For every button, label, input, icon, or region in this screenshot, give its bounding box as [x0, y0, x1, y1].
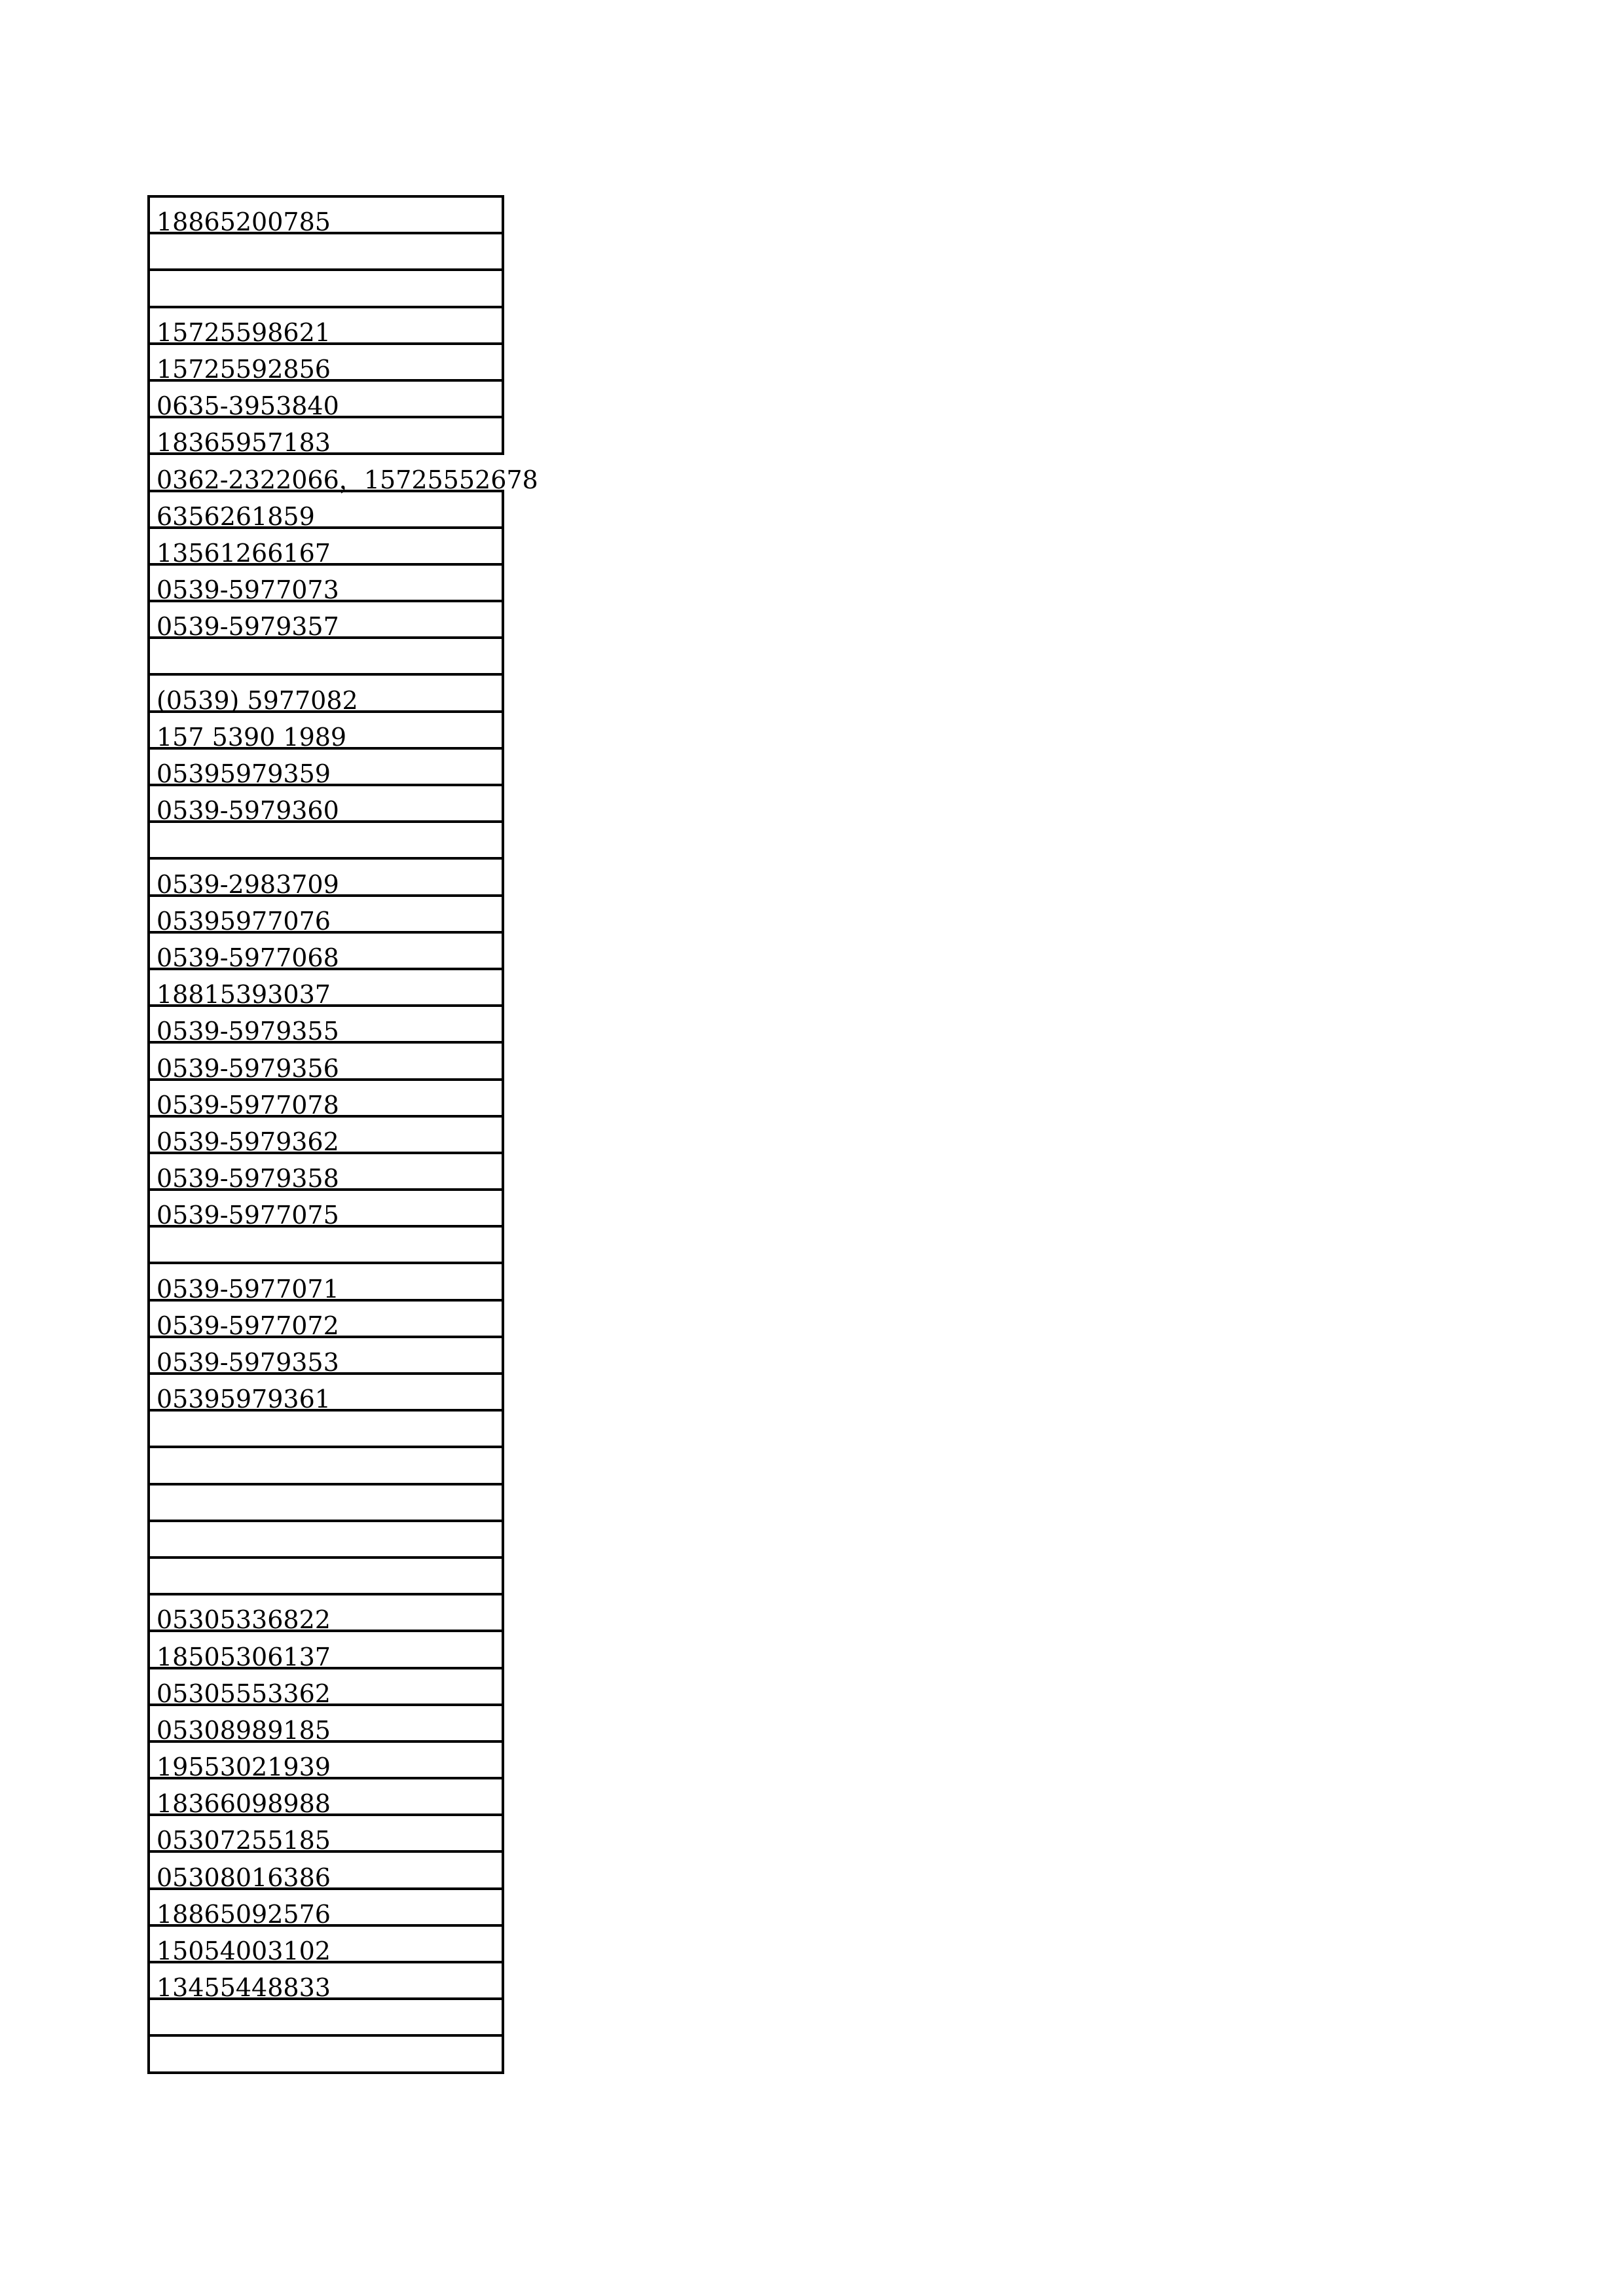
phone-cell[interactable]	[149, 1116, 503, 1156]
table-row	[149, 380, 503, 417]
table-row	[149, 1925, 503, 1962]
table-row	[149, 2035, 503, 2072]
phone-cell[interactable]	[149, 969, 503, 1010]
table-row	[149, 1999, 503, 2035]
phone-cell[interactable]	[149, 1042, 503, 1083]
phone-number-text: 18505306137	[157, 1642, 331, 1671]
phone-cell[interactable]	[149, 1962, 503, 2003]
phone-cell[interactable]	[149, 1741, 503, 1782]
phone-cell[interactable]	[149, 1153, 503, 1194]
phone-cell[interactable]	[149, 1300, 503, 1340]
phone-cell[interactable]	[149, 491, 503, 531]
phone-cell[interactable]	[149, 932, 503, 972]
phone-cell[interactable]	[149, 674, 503, 715]
phone-number-text: 157 5390 1989	[157, 722, 347, 752]
table-row	[149, 1705, 503, 1741]
table-row	[149, 969, 503, 1006]
phone-number-text: 0362-2322066，15725552678	[157, 465, 538, 494]
phone-cell[interactable]	[149, 1631, 503, 1671]
phone-number-text: 0539-5977068	[157, 943, 339, 972]
phone-number-text: 0539-5979357	[157, 612, 339, 642]
phone-number-rows	[149, 196, 538, 2073]
table-row	[149, 1815, 503, 1851]
phone-number-text: 6356261859	[157, 501, 315, 531]
phone-cell[interactable]	[149, 564, 503, 605]
table-row	[149, 1594, 503, 1631]
phone-cell[interactable]	[149, 1484, 503, 1521]
table-row	[149, 1006, 503, 1042]
phone-number-text: 13455448833	[157, 1973, 331, 2003]
phone-cell[interactable]	[149, 454, 538, 494]
phone-cell[interactable]	[149, 196, 503, 237]
table-row	[149, 454, 503, 490]
table-row	[149, 1558, 503, 1594]
phone-number-text: 18815393037	[157, 980, 331, 1010]
table-row	[149, 1263, 503, 1300]
table-row	[149, 1190, 503, 1226]
table-row	[149, 1521, 503, 1558]
table-row	[149, 1337, 503, 1374]
phone-cell[interactable]	[149, 1006, 503, 1046]
phone-number-text: 05307255185	[157, 1826, 331, 1855]
phone-number-text: 05395979361	[157, 1385, 331, 1414]
phone-cell[interactable]	[149, 1889, 503, 1929]
phone-cell[interactable]	[149, 1263, 503, 1303]
table-row	[149, 417, 503, 454]
table-row	[149, 601, 503, 638]
table-row	[149, 1668, 503, 1705]
phone-cell[interactable]	[149, 822, 503, 858]
phone-cell[interactable]	[149, 2035, 503, 2072]
phone-number-text: 05395977076	[157, 906, 331, 936]
table-row	[149, 1374, 503, 1410]
phone-number-text: 15725592856	[157, 354, 331, 384]
table-row	[149, 1962, 503, 1999]
phone-number-text: 05308016386	[157, 1863, 331, 1892]
table-row	[149, 674, 503, 711]
table-row	[149, 1484, 503, 1521]
table-row	[149, 1300, 503, 1337]
phone-number-text: 05308989185	[157, 1715, 331, 1745]
phone-number-text: 0539-5977078	[157, 1090, 339, 1120]
phone-cell[interactable]	[149, 1374, 503, 1414]
phone-number-text: 0539-5977073	[157, 575, 339, 605]
table-row	[149, 712, 503, 748]
phone-number-text: 0635-3953840	[157, 392, 339, 421]
phone-number-text: 0539-5977071	[157, 1274, 339, 1303]
phone-cell[interactable]	[149, 858, 503, 899]
phone-cell[interactable]	[149, 896, 503, 936]
table-row	[149, 1153, 503, 1190]
table-row	[149, 1631, 503, 1667]
phone-cell[interactable]	[149, 1925, 503, 1965]
phone-cell[interactable]	[149, 1815, 503, 1855]
table-row	[149, 822, 503, 858]
phone-cell[interactable]	[149, 1337, 503, 1377]
phone-cell[interactable]	[149, 748, 503, 788]
phone-cell[interactable]	[149, 233, 503, 270]
phone-number-text: 05395979359	[157, 759, 331, 788]
table-row	[149, 1116, 503, 1153]
table-row	[149, 748, 503, 785]
table-row	[149, 344, 503, 380]
table-row	[149, 1778, 503, 1815]
phone-cell[interactable]	[149, 1190, 503, 1230]
phone-number-text: 18365957183	[157, 428, 331, 458]
phone-number-text: 0539-5979353	[157, 1348, 339, 1377]
table-row	[149, 1410, 503, 1447]
phone-cell[interactable]	[149, 601, 503, 642]
phone-cell[interactable]	[149, 380, 503, 421]
table-row	[149, 1226, 503, 1263]
phone-number-text: 05305336822	[157, 1605, 331, 1635]
phone-number-text: 05305553362	[157, 1679, 331, 1708]
phone-number-text: 15054003102	[157, 1937, 331, 1965]
table-row	[149, 785, 503, 822]
phone-cell[interactable]	[149, 1778, 503, 1819]
table-row	[149, 1889, 503, 1925]
phone-number-text: 18865092576	[157, 1899, 331, 1929]
phone-cell[interactable]	[149, 1410, 503, 1447]
table-row	[149, 491, 503, 528]
table-row	[149, 1741, 503, 1778]
phone-number-text: 19553021939	[157, 1753, 331, 1782]
phone-cell[interactable]	[149, 528, 503, 568]
table-row	[149, 932, 503, 969]
phone-number-text: (0539) 5977082	[157, 685, 358, 715]
phone-number-text: 0539-5979356	[157, 1053, 339, 1083]
phone-cell[interactable]	[149, 785, 503, 826]
table-row	[149, 564, 503, 601]
table-row	[149, 528, 503, 564]
phone-cell[interactable]	[149, 1705, 503, 1745]
phone-number-text: 0539-5979362	[157, 1127, 339, 1156]
phone-cell[interactable]	[149, 1999, 503, 2035]
phone-number-text: 0539-5979358	[157, 1164, 339, 1194]
phone-cell[interactable]	[149, 1558, 503, 1594]
phone-cell[interactable]	[149, 1080, 503, 1120]
table-row	[149, 638, 503, 674]
phone-cell[interactable]	[149, 344, 503, 384]
phone-number-text: 0539-5979355	[157, 1017, 339, 1046]
table-row	[149, 1042, 503, 1079]
phone-cell[interactable]	[149, 417, 503, 458]
phone-number-text: 0539-5977072	[157, 1311, 339, 1340]
phone-cell[interactable]	[149, 1851, 503, 1892]
phone-number-text: 18865200785	[157, 208, 331, 237]
phone-number-text: 13561266167	[157, 538, 331, 568]
phone-cell[interactable]	[149, 712, 503, 752]
phone-cell[interactable]	[149, 638, 503, 674]
table-row	[149, 896, 503, 932]
table-row	[149, 858, 503, 895]
table-row	[149, 233, 503, 270]
table-row	[149, 1851, 503, 1888]
phone-number-text: 0539-5979360	[157, 796, 339, 826]
table-row	[149, 1447, 503, 1484]
table-row	[149, 307, 503, 344]
table-row	[149, 196, 503, 233]
table-row	[149, 270, 503, 306]
phone-cell[interactable]	[149, 1447, 503, 1484]
phone-cell[interactable]	[149, 1521, 503, 1558]
phone-cell[interactable]	[149, 307, 503, 347]
phone-number-text: 18366098988	[157, 1789, 331, 1819]
phone-cell[interactable]	[149, 270, 503, 306]
phone-number-text: 0539-5977075	[157, 1201, 339, 1230]
phone-number-text: 15725598621	[157, 318, 331, 347]
phone-number-column	[147, 195, 538, 2074]
phone-number-text: 0539-2983709	[157, 869, 339, 899]
phone-cell[interactable]	[149, 1668, 503, 1708]
phone-cell[interactable]	[149, 1594, 503, 1635]
table-row	[149, 1080, 503, 1116]
phone-cell[interactable]	[149, 1226, 503, 1263]
